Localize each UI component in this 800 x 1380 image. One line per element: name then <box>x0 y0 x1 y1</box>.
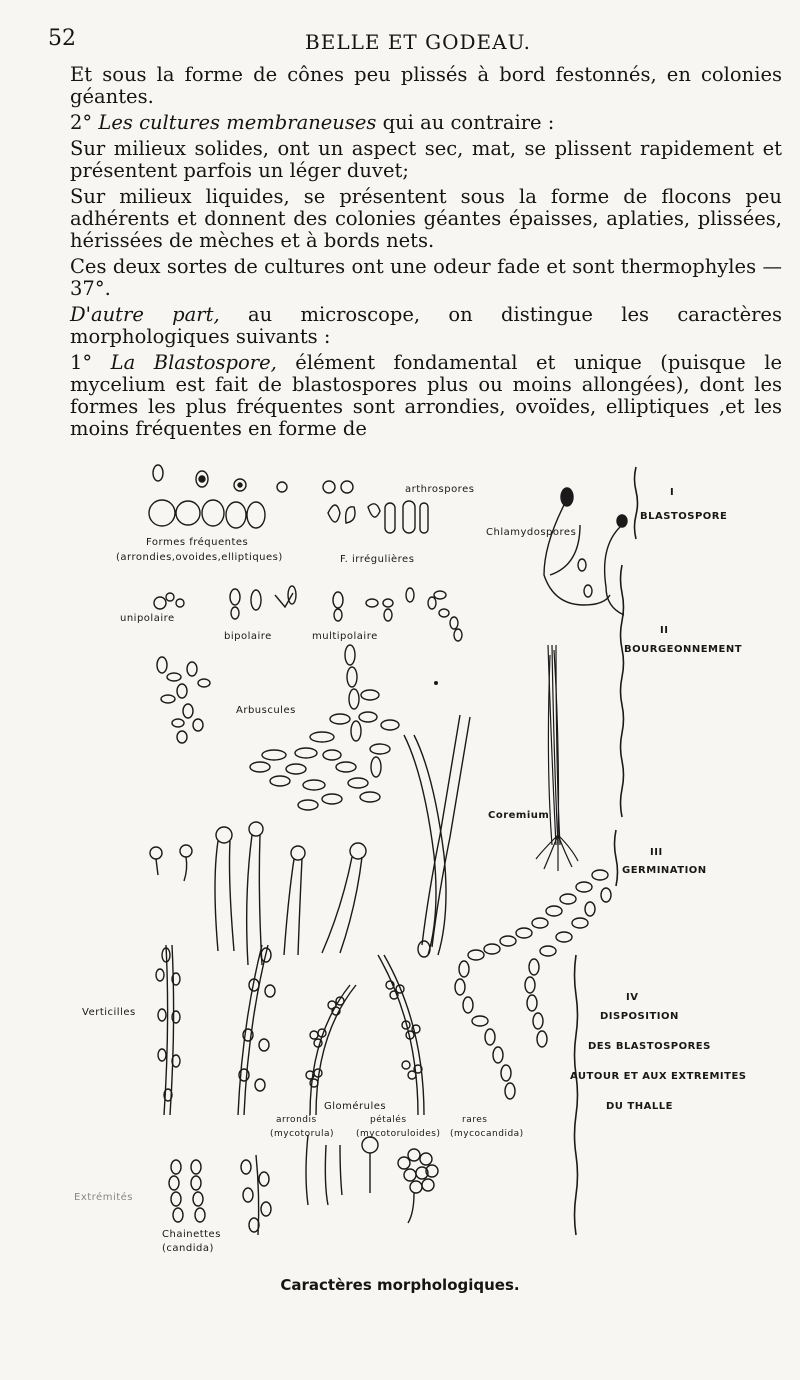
label-chainettes: Chainettes <box>162 1229 221 1240</box>
label-frequent-forms: Formes fréquentes <box>146 537 249 548</box>
page-number: 52 <box>48 26 76 51</box>
germination-drawings <box>150 822 366 965</box>
paragraph-2 <box>70 112 782 134</box>
label-irregular-forms: F. irrégulières <box>340 554 415 565</box>
paragraph-1: Et sous la forme de cônes peu plissés à bord festonnés, en colonies géantes. <box>70 63 782 108</box>
label-coremium: Coremium <box>488 810 550 821</box>
paragraph-5: Ces deux sortes de cultures ont une odeur fade et sont thermophyles — 37°. <box>70 255 782 300</box>
running-title: BELLE ET GODEAU. <box>305 30 531 54</box>
label-unipolaire: unipolaire <box>120 613 175 624</box>
section-4-line-1: DISPOSITION <box>600 1011 679 1022</box>
irregular-forms <box>328 501 428 533</box>
section-4-line-2: DES BLASTOSPORES <box>588 1041 711 1052</box>
section-1-name: BLASTOSPORE <box>640 511 728 522</box>
item-number: 2° <box>70 111 93 134</box>
paragraph-2-rest: qui au contraire : <box>376 111 555 134</box>
verticilles-drawing <box>156 945 275 1115</box>
emphasis: Les cultures membraneuses <box>98 111 377 134</box>
paragraph-7 <box>70 352 782 440</box>
paragraph-7-rest: élément fondamental et unique (puisque le mycelium est fait de blastospores plus ou moins allongées), dont les formes les plus fréquentes sont arrondies, ovoïdes, elliptiques ,et les moins fréquentes en forme de <box>70 351 782 440</box>
section-2-name: BOURGEONNEMENT <box>624 644 743 655</box>
section-2-number: II <box>660 625 669 636</box>
emphasis: D'autre part, <box>70 303 220 326</box>
section-4-line-3: AUTOUR ET AUX EXTREMITES <box>570 1071 747 1082</box>
label-rares-sub: (mycocandida) <box>450 1129 524 1139</box>
label-frequent-forms-sub: (arrondies,ovoides,elliptiques) <box>116 552 283 563</box>
figure-caption: Caractères morphologiques. <box>280 1276 520 1294</box>
emphasis: La Blastospore, <box>110 351 277 374</box>
item-number: 1° <box>70 351 93 374</box>
section-4-number: IV <box>626 992 639 1003</box>
rares-drawing <box>455 870 611 1099</box>
chlamydospores-drawing <box>544 488 627 615</box>
label-petales-sub: (mycotoruloides) <box>356 1129 441 1139</box>
label-arthrospores: arthrospores <box>405 484 475 495</box>
label-verticilles: Verticilles <box>82 1007 136 1018</box>
label-bipolaire: bipolaire <box>224 631 272 642</box>
label-chlamydospores: Chlamydospores <box>486 527 577 538</box>
section-3-number: III <box>650 847 663 858</box>
page-header <box>48 26 788 56</box>
body-text <box>70 64 782 444</box>
label-arbuscules: Arbuscules <box>236 705 296 716</box>
paragraph-3: Sur milieux solides, ont un aspect sec, mat, se plissent rapidement et présentent parfois un léger duvet; <box>70 137 782 182</box>
extremities-drawing <box>169 1135 438 1235</box>
label-multipolaire: multipolaire <box>312 631 378 642</box>
morphology-figure <box>70 455 790 1285</box>
label-rares: rares <box>462 1115 488 1125</box>
label-petales: pétalés <box>370 1115 407 1125</box>
arbuscule-small <box>157 657 210 743</box>
section-4-line-4: DU THALLE <box>606 1101 673 1112</box>
label-arrondis: arrondis <box>276 1115 317 1125</box>
section-3-name: GERMINATION <box>622 865 707 876</box>
label-arrondis-sub: (mycotorula) <box>270 1129 335 1139</box>
budding-forms <box>154 586 462 641</box>
label-glomerules: Glomérules <box>324 1101 387 1112</box>
coremium-drawing <box>536 645 578 871</box>
paragraph-4: Sur milieux liquides, se présentent sous la forme de flocons peu adhérents et donnent des colonies géantes épaisses, aplaties, plissées, hérissées de mèches et à bords nets. <box>70 185 782 252</box>
filament-center <box>404 715 470 957</box>
arbuscule-large <box>250 645 399 810</box>
section-1-number: I <box>670 487 675 498</box>
small-spores <box>153 465 353 493</box>
label-chainettes-sub: (candida) <box>162 1243 214 1254</box>
paragraph-6 <box>70 304 782 348</box>
label-extremites: Extrémités <box>74 1192 134 1203</box>
paragraph-6-rest: au microscope, on distingue les caractères morphologiques suivants : <box>70 303 782 348</box>
frequent-forms <box>149 500 265 528</box>
glomerules-drawing <box>306 955 424 1115</box>
